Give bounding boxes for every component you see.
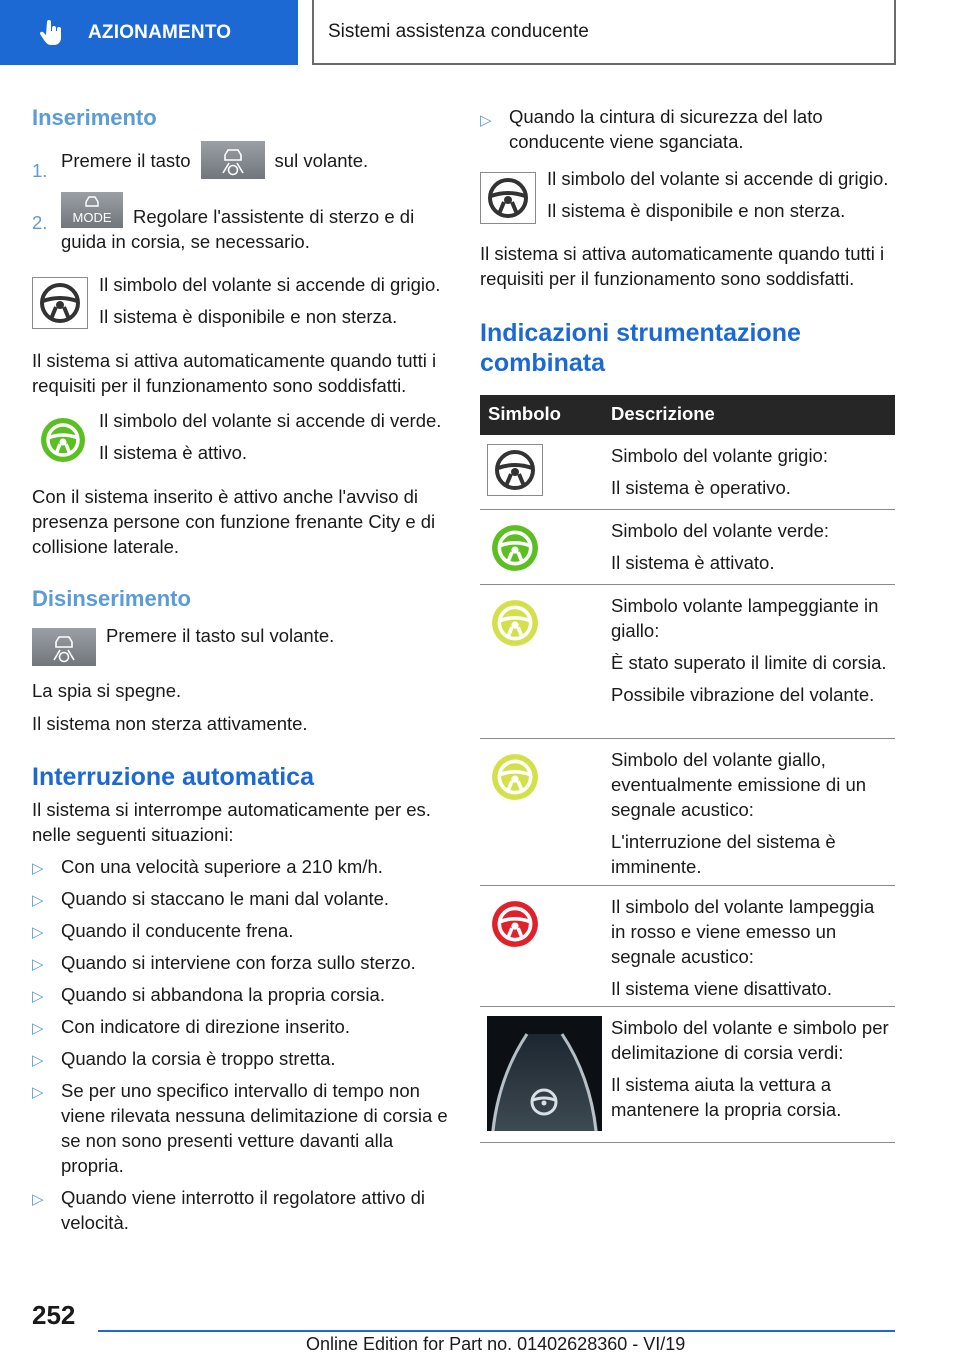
mode-icon xyxy=(61,192,123,228)
heading-disinserimento: Disinserimento xyxy=(32,586,191,611)
disinserimento-text: Premere il tasto sul volante. xyxy=(106,625,335,646)
green-symbol-text: Il simbolo del volante si accende di verde. xyxy=(99,410,442,431)
list-item: ▷ Quando la corsia è troppo stretta. xyxy=(32,1046,450,1078)
list-item: ▷ Quando si abbandona la propria corsia. xyxy=(32,982,450,1014)
list-item: ▷ Con una velocità superiore a 210 km/h. xyxy=(32,854,450,886)
grey-symbol-text: Il simbolo del volante si accende di grigio. xyxy=(99,274,441,295)
grey-symbol-text: Il sistema è disponibile e non sterza. xyxy=(547,200,846,221)
steering-wheel-grey-icon xyxy=(32,277,88,329)
lane-display-image xyxy=(487,1016,602,1131)
table-row xyxy=(480,739,895,886)
step-1-text-a: Premere il tasto xyxy=(61,149,191,171)
interruption-list xyxy=(32,854,450,1241)
list-item: ▷ Quando si interviene con forza sullo sterzo. xyxy=(32,950,450,982)
step-2 xyxy=(61,192,453,254)
triangle-bullet-icon: ▷ xyxy=(32,892,44,909)
triangle-bullet-icon: ▷ xyxy=(480,112,492,129)
grey-symbol-text: Il sistema è disponibile e non sterza. xyxy=(99,306,398,327)
spia-text: La spia si spegne. xyxy=(32,680,182,701)
row-text: L'interruzione del sistema è imminente. xyxy=(611,831,836,877)
green-symbol-text: Il sistema è attivo. xyxy=(99,442,248,463)
symbol-table xyxy=(480,395,895,1143)
table-row xyxy=(480,585,895,739)
row-text: Il sistema è attivato. xyxy=(611,552,775,573)
row-text: Il sistema viene disattivato. xyxy=(611,978,833,999)
steering-wheel-grey-icon xyxy=(487,444,543,496)
edition-text: Online Edition for Part no. 01402628360 - VI/19 xyxy=(306,1334,686,1354)
steering-wheel-green-icon xyxy=(35,412,91,468)
steering-wheel-grey-icon xyxy=(480,172,536,224)
triangle-bullet-icon: ▷ xyxy=(32,924,44,941)
list-item: ▷ Quando si staccano le mani dal volante. xyxy=(32,886,450,918)
page-number: 252 xyxy=(32,1300,76,1330)
chapter-header xyxy=(312,0,896,65)
row-text: È stato superato il limite di corsia. xyxy=(611,652,887,673)
grey-symbol-text: Il simbolo del volante si accende di grigio. xyxy=(547,168,889,189)
heading-indicazioni: Indicazioni strumentazione combinata xyxy=(480,319,801,377)
steering-wheel-yellow-icon xyxy=(487,749,543,805)
step-1 xyxy=(61,140,451,180)
row-text: Il sistema aiuta la vettura a mantenere la propria corsia. xyxy=(611,1074,842,1120)
lane-assist-icon xyxy=(32,628,96,666)
mode-button-image xyxy=(61,192,123,228)
chapter-title: Sistemi assistenza conducente xyxy=(328,20,589,42)
triangle-bullet-icon: ▷ xyxy=(32,988,44,1005)
row-text: Simbolo del volante e simbolo per delimitazione di corsia verdi: xyxy=(611,1017,889,1063)
col-header-symbol: Simbolo xyxy=(488,403,561,424)
triangle-bullet-icon: ▷ xyxy=(32,956,44,973)
list-item: ▷ Con indicatore di direzione inserito. xyxy=(32,1014,450,1046)
auto-activation-text: Il sistema si attiva automaticamente quando tutti i requisiti per il funzionamento sono soddisfatti. xyxy=(480,243,885,289)
row-text: Possibile vibrazione del volante. xyxy=(611,684,875,705)
list-item: ▷ Se per uno specifico intervallo di tempo non viene rilevata nessuna delimitazione di corsia e se non sono presenti vetture davanti alla propria. xyxy=(32,1080,448,1176)
table-row xyxy=(480,435,895,510)
triangle-bullet-icon: ▷ xyxy=(32,1052,44,1069)
section-tab xyxy=(0,0,298,65)
table-row xyxy=(480,886,895,1007)
triangle-bullet-icon: ▷ xyxy=(32,1020,44,1037)
col-header-description: Descrizione xyxy=(611,403,715,424)
lane-assist-button-image xyxy=(201,141,265,179)
no-steer-text: Il sistema non sterza attivamente. xyxy=(32,713,308,734)
table-row xyxy=(480,1007,895,1143)
step-1-text-b: sul volante. xyxy=(274,149,369,171)
city-brake-text: Con il sistema inserito è attivo anche l'avviso di presenza persone con funzione frenante City e di collisione laterale. xyxy=(32,486,436,557)
lane-assist-button-image xyxy=(32,628,96,666)
step-number: 1. xyxy=(32,160,48,181)
row-text: Simbolo del volante grigio: xyxy=(611,445,828,466)
lane-markings-icon xyxy=(487,1016,602,1131)
triangle-bullet-icon: ▷ xyxy=(32,1191,44,1208)
steering-wheel-red-icon xyxy=(487,896,543,952)
table-header xyxy=(480,395,895,435)
auto-activation-text: Il sistema si attiva automaticamente quando tutti i requisiti per il funzionamento sono soddisfatti. xyxy=(32,350,437,396)
steering-wheel-yellow-blinking-icon xyxy=(487,595,543,651)
list-item: ▷ Quando il conducente frena. xyxy=(32,918,450,950)
heading-interruzione: Interruzione automatica xyxy=(32,763,314,791)
footer-divider xyxy=(98,1330,895,1332)
row-text: Simbolo volante lampeggiante in giallo: xyxy=(611,595,879,641)
seatbelt-bullet-text: Quando la cintura di sicurezza del lato conducente viene sganciata. xyxy=(509,106,823,152)
row-text: Simbolo del volante verde: xyxy=(611,520,830,541)
steering-wheel-green-icon xyxy=(487,520,543,576)
lane-assist-icon xyxy=(201,141,265,179)
step-2-text: Regolare l'assistente di sterzo e di guida in corsia, se necessario. xyxy=(61,206,415,252)
svg-text:MODE: MODE xyxy=(72,210,112,225)
row-text: Simbolo del volante giallo, eventualmente emissione di un segnale acustico: xyxy=(611,749,867,820)
hand-pointer-icon xyxy=(38,19,66,47)
triangle-bullet-icon: ▷ xyxy=(32,860,44,877)
step-number: 2. xyxy=(32,212,48,233)
interruption-intro: Il sistema si interrompe automaticamente per es. nelle seguenti situazioni: xyxy=(32,799,431,845)
triangle-bullet-icon: ▷ xyxy=(32,1084,44,1101)
section-label: AZIONAMENTO xyxy=(88,21,232,43)
list-item: ▷ Quando viene interrotto il regolatore attivo di velocità. xyxy=(32,1187,426,1233)
row-text: Il sistema è operativo. xyxy=(611,477,791,498)
table-row xyxy=(480,510,895,585)
heading-inserimento: Inserimento xyxy=(32,105,157,130)
row-text: Il simbolo del volante lampeggia in rosso e viene emesso un segnale acustico: xyxy=(611,896,875,967)
